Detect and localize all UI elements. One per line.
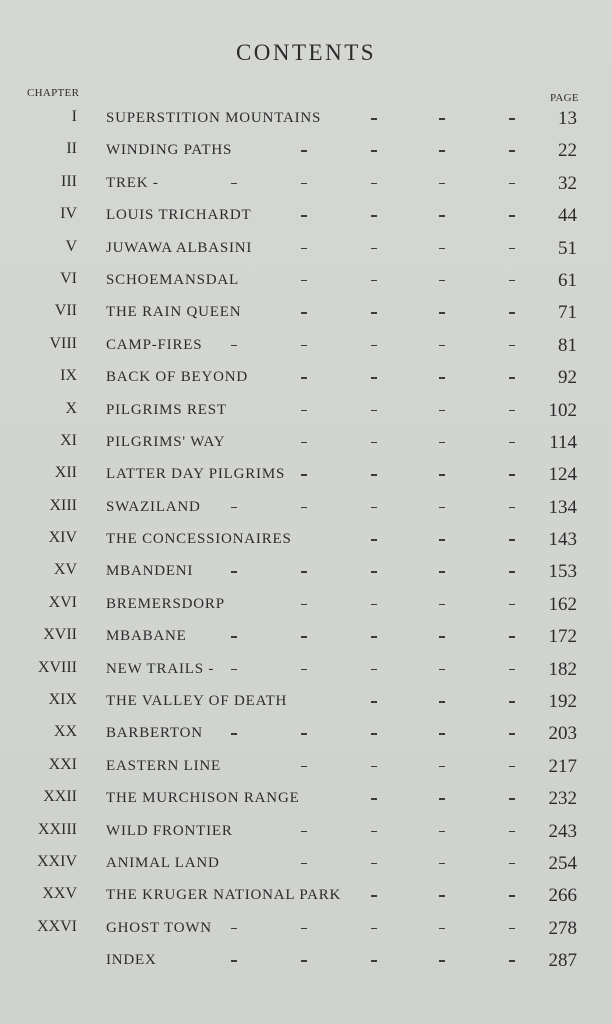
leader-dash <box>439 733 445 735</box>
page-number: 124 <box>548 464 577 486</box>
chapter-title: CAMP-FIRES <box>106 336 203 353</box>
chapter-number: XVII <box>43 626 77 644</box>
leader-dash <box>301 345 307 347</box>
leader-dash <box>371 215 377 217</box>
leader-dash <box>371 831 377 833</box>
contents-entry <box>0 459 612 491</box>
leader-dash <box>509 507 515 509</box>
leader-dash <box>439 215 445 217</box>
leader-dash <box>371 701 377 703</box>
chapter-number: XXI <box>48 755 77 773</box>
chapter-title: THE RAIN QUEEN <box>106 304 242 321</box>
page-number: 162 <box>548 593 577 615</box>
leader-dashes <box>106 507 531 509</box>
leader-dash <box>301 474 307 476</box>
page-number: 243 <box>548 820 577 842</box>
chapter-number: XXIII <box>37 820 77 838</box>
leader-dash <box>301 215 307 217</box>
page-number: 13 <box>558 108 577 129</box>
leader-dash <box>439 280 445 282</box>
chapter-title: SUPERSTITION MOUNTAINS <box>106 110 322 126</box>
chapter-number: XXVI <box>37 917 77 935</box>
contents-entry <box>0 265 612 297</box>
chapter-title: WINDING PATHS <box>106 142 233 159</box>
leader-dash <box>509 863 515 865</box>
chapter-title: EASTERN LINE <box>106 757 222 774</box>
chapter-number: XVIII <box>37 658 77 676</box>
leader-dashes <box>106 669 531 671</box>
page-number: 22 <box>558 140 577 162</box>
leader-dashes <box>106 766 531 768</box>
leader-dashes <box>106 280 531 282</box>
leader-dash <box>371 733 377 735</box>
leader-dash <box>439 571 445 573</box>
leader-dash <box>439 183 445 185</box>
contents-entry <box>0 718 612 750</box>
contents-entry <box>0 589 612 621</box>
page-number: 92 <box>558 367 577 389</box>
chapter-title: LATTER DAY PILGRIMS <box>106 466 286 483</box>
page-number: 232 <box>548 788 577 810</box>
leader-dash <box>509 345 515 347</box>
chapter-number: IV <box>60 205 77 223</box>
leader-dash <box>439 960 445 962</box>
contents-entry <box>0 103 612 135</box>
leader-dash <box>371 377 377 379</box>
leader-dashes <box>106 701 531 703</box>
chapter-title: GHOST TOWN <box>106 919 212 936</box>
leader-dashes <box>106 831 531 833</box>
leader-dashes <box>106 863 531 865</box>
leader-dash <box>371 442 377 444</box>
page-number: 134 <box>548 496 577 518</box>
leader-dashes <box>106 604 531 606</box>
chapter-title: THE KRUGER NATIONAL PARK <box>106 887 342 904</box>
page-number: 192 <box>548 691 577 713</box>
chapter-title: TREK - <box>106 174 159 191</box>
leader-dash <box>301 280 307 282</box>
leader-dash <box>509 733 515 735</box>
chapter-number: XV <box>53 561 77 579</box>
chapter-title: WILD FRONTIER <box>106 822 233 839</box>
contents-entry <box>0 427 612 459</box>
contents-entry <box>0 816 612 848</box>
leader-dash <box>371 248 377 250</box>
chapter-title: JUWAWA ALBASINI <box>106 239 253 256</box>
leader-dash <box>371 604 377 606</box>
leader-dash <box>301 442 307 444</box>
leader-dash <box>371 312 377 314</box>
leader-dash <box>371 539 377 541</box>
contents-entry <box>0 945 612 977</box>
leader-dash <box>439 539 445 541</box>
leader-dash <box>371 280 377 282</box>
contents-entry <box>0 654 612 686</box>
leader-dash <box>509 280 515 282</box>
leader-dash <box>439 442 445 444</box>
leader-dash <box>439 507 445 509</box>
leader-dash <box>301 636 307 638</box>
leader-dash <box>509 118 515 120</box>
chapter-number: X <box>65 399 77 417</box>
contents-entry <box>0 848 612 880</box>
page-number: 114 <box>549 431 577 453</box>
leader-dash <box>509 928 515 930</box>
leader-dash <box>509 701 515 703</box>
leader-dash <box>371 345 377 347</box>
leader-dash <box>371 507 377 509</box>
chapter-number: VIII <box>49 334 77 352</box>
leader-dashes <box>106 345 531 347</box>
contents-entry <box>0 492 612 524</box>
leader-dash <box>439 636 445 638</box>
leader-dashes <box>106 377 531 379</box>
contents-entry <box>0 621 612 653</box>
leader-dash <box>371 410 377 412</box>
leader-dash <box>509 312 515 314</box>
leader-dash <box>509 895 515 897</box>
page-number: 81 <box>558 334 577 356</box>
chapter-number: II <box>66 140 77 158</box>
leader-dashes <box>106 312 531 314</box>
chapter-number: VI <box>60 269 77 287</box>
leader-dash <box>231 960 237 962</box>
chapter-number: XII <box>54 464 77 482</box>
contents-entry <box>0 913 612 945</box>
leader-dash <box>231 571 237 573</box>
leader-dash <box>509 636 515 638</box>
page-number: 32 <box>558 172 577 194</box>
leader-dashes <box>106 442 531 444</box>
leader-dash <box>439 863 445 865</box>
leader-dash <box>439 474 445 476</box>
leader-dash <box>439 895 445 897</box>
leader-dash <box>301 410 307 412</box>
chapter-title: MBANDENI <box>106 563 194 580</box>
chapter-number: XXIV <box>37 852 77 870</box>
contents-entry <box>0 362 612 394</box>
chapter-title: INDEX <box>106 952 157 969</box>
leader-dashes <box>106 150 531 152</box>
chapter-title: PILGRIMS REST <box>106 401 227 418</box>
leader-dash <box>371 928 377 930</box>
leader-dash <box>371 895 377 897</box>
chapter-title: LOUIS TRICHARDT <box>106 207 252 224</box>
leader-dash <box>231 669 237 671</box>
leader-dash <box>231 928 237 930</box>
contents-entry <box>0 751 612 783</box>
chapter-title: THE MURCHISON RANGE <box>106 790 300 807</box>
chapter-number: XIV <box>48 529 77 547</box>
leader-dashes <box>106 733 531 735</box>
chapter-number: V <box>65 237 77 255</box>
chapter-number: III <box>61 172 77 190</box>
leader-dash <box>509 669 515 671</box>
leader-dashes <box>106 539 531 541</box>
leader-dash <box>439 248 445 250</box>
leader-dashes <box>106 571 531 573</box>
contents-entry <box>0 395 612 427</box>
page-number: 44 <box>558 205 577 227</box>
leader-dash <box>439 410 445 412</box>
leader-dash <box>371 960 377 962</box>
leader-dash <box>371 669 377 671</box>
chapter-title: MBABANE <box>106 628 187 645</box>
leader-dash <box>301 766 307 768</box>
leader-dash <box>509 150 515 152</box>
leader-dashes <box>106 410 531 412</box>
contents-entry <box>0 880 612 912</box>
leader-dashes <box>106 960 531 962</box>
leader-dash <box>509 183 515 185</box>
leader-dash <box>439 118 445 120</box>
page-title: CONTENTS <box>235 40 377 65</box>
page-number: 203 <box>548 723 577 745</box>
leader-dash <box>509 377 515 379</box>
leader-dash <box>509 766 515 768</box>
chapter-number: XXII <box>43 788 77 806</box>
chapter-title: SWAZILAND <box>106 498 201 515</box>
leader-dash <box>371 863 377 865</box>
page-number: 143 <box>548 529 577 551</box>
leader-dashes <box>106 118 531 120</box>
leader-dash <box>439 701 445 703</box>
leader-dash <box>439 928 445 930</box>
leader-dash <box>371 118 377 120</box>
chapter-title: THE VALLEY OF DEATH <box>106 693 288 710</box>
leader-dash <box>509 960 515 962</box>
leader-dashes <box>106 636 531 638</box>
contents-entry <box>0 783 612 815</box>
leader-dash <box>439 831 445 833</box>
leader-dashes <box>106 928 531 930</box>
leader-dashes <box>106 474 531 476</box>
chapter-title: BARBERTON <box>106 725 203 742</box>
page-number: 254 <box>548 852 577 874</box>
leader-dashes <box>106 248 531 250</box>
leader-dash <box>301 669 307 671</box>
leader-dash <box>301 863 307 865</box>
chapter-number: XXV <box>42 885 77 903</box>
chapter-title: BREMERSDORP <box>106 595 225 612</box>
leader-dash <box>301 248 307 250</box>
page-number: 71 <box>558 302 577 324</box>
chapter-number: VII <box>54 302 77 320</box>
chapter-title: THE CONCESSIONAIRES <box>106 531 292 548</box>
leader-dash <box>301 183 307 185</box>
page-number: 182 <box>548 658 577 680</box>
contents-entry <box>0 686 612 718</box>
leader-dashes <box>106 895 531 897</box>
leader-dash <box>371 571 377 573</box>
leader-dashes <box>106 798 531 800</box>
contents-entry <box>0 135 612 167</box>
leader-dashes <box>106 215 531 217</box>
leader-dash <box>301 150 307 152</box>
leader-dash <box>509 604 515 606</box>
contents-entry <box>0 297 612 329</box>
leader-dash <box>439 150 445 152</box>
chapter-number: XVI <box>48 593 77 611</box>
page-number: 217 <box>548 755 577 777</box>
chapter-number: XIII <box>49 496 77 514</box>
leader-dash <box>301 604 307 606</box>
leader-dash <box>371 183 377 185</box>
chapter-title: ANIMAL LAND <box>106 854 220 871</box>
leader-dash <box>509 474 515 476</box>
leader-dashes <box>106 183 531 185</box>
contents-entry <box>0 200 612 232</box>
page-number: 102 <box>548 399 577 421</box>
page-number: 153 <box>548 561 577 583</box>
contents-list <box>0 103 612 978</box>
chapter-title: BACK OF BEYOND <box>106 369 249 386</box>
leader-dash <box>509 571 515 573</box>
contents-entry <box>0 524 612 556</box>
leader-dash <box>509 798 515 800</box>
leader-dash <box>509 442 515 444</box>
leader-dash <box>231 345 237 347</box>
leader-dash <box>301 571 307 573</box>
chapter-number: XIX <box>48 691 77 709</box>
leader-dash <box>301 507 307 509</box>
leader-dash <box>371 798 377 800</box>
leader-dash <box>439 312 445 314</box>
chapter-title: NEW TRAILS - <box>106 660 215 677</box>
chapter-number: XX <box>53 723 77 741</box>
leader-dash <box>371 150 377 152</box>
contents-entry <box>0 330 612 362</box>
leader-dash <box>509 248 515 250</box>
contents-entry <box>0 233 612 265</box>
page-number: 51 <box>558 237 577 259</box>
leader-dash <box>439 604 445 606</box>
leader-dash <box>231 636 237 638</box>
page-number: 287 <box>548 950 577 972</box>
leader-dash <box>439 669 445 671</box>
leader-dash <box>371 766 377 768</box>
leader-dash <box>301 377 307 379</box>
chapter-number: IX <box>60 367 77 385</box>
leader-dash <box>301 312 307 314</box>
leader-dash <box>301 960 307 962</box>
leader-dash <box>231 733 237 735</box>
leader-dash <box>371 636 377 638</box>
page-number: 172 <box>548 626 577 648</box>
leader-dash <box>509 831 515 833</box>
leader-dash <box>439 345 445 347</box>
page-column-header: PAGE <box>550 92 579 104</box>
chapter-title: SCHOEMANSDAL <box>106 271 239 288</box>
leader-dash <box>231 183 237 185</box>
leader-dash <box>509 539 515 541</box>
leader-dash <box>301 928 307 930</box>
leader-dash <box>231 507 237 509</box>
leader-dash <box>371 474 377 476</box>
leader-dash <box>509 410 515 412</box>
chapter-number: I <box>71 108 77 125</box>
leader-dash <box>509 215 515 217</box>
leader-dash <box>439 377 445 379</box>
chapter-number: XI <box>60 431 77 449</box>
contents-entry <box>0 556 612 588</box>
chapter-title: PILGRIMS' WAY <box>106 433 226 450</box>
page-number: 278 <box>548 917 577 939</box>
leader-dash <box>439 766 445 768</box>
chapter-column-header: CHAPTER <box>27 87 80 99</box>
contents-entry <box>0 168 612 200</box>
leader-dash <box>439 798 445 800</box>
leader-dash <box>301 831 307 833</box>
leader-dash <box>301 733 307 735</box>
page-number: 61 <box>558 269 577 291</box>
page-number: 266 <box>548 885 577 907</box>
